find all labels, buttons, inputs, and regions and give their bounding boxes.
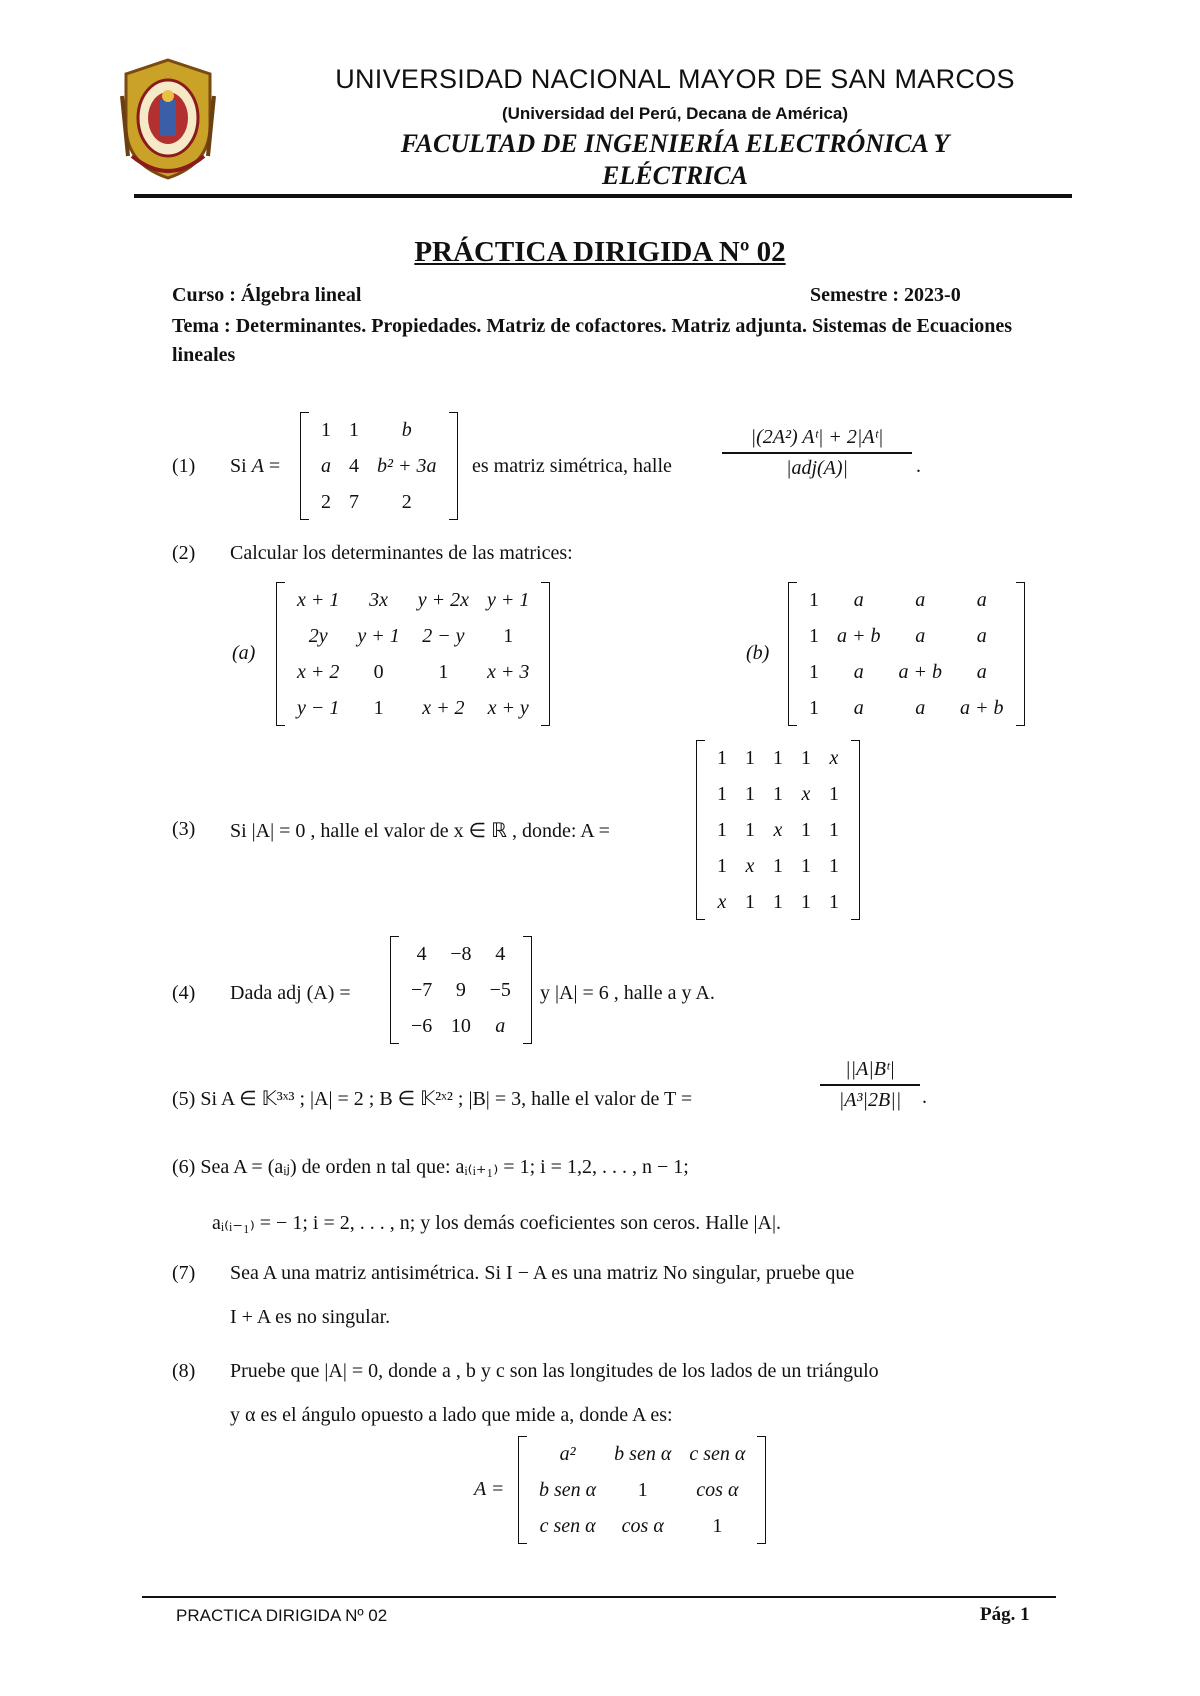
problem-8-matrix	[518, 1436, 766, 1544]
matrix-cell: −6	[411, 1014, 433, 1037]
matrix-cell: a	[976, 588, 987, 611]
university-name: UNIVERSIDAD NACIONAL MAYOR DE SAN MARCOS	[335, 64, 1015, 94]
matrix-row	[800, 654, 1013, 690]
matrix-cell: a	[853, 588, 864, 611]
matrix-cell: c sen α	[539, 1514, 596, 1537]
matrix-cell: x + 2	[422, 696, 465, 719]
matrix-cell: a	[853, 696, 864, 719]
matrix-row	[708, 884, 848, 920]
matrix-row	[288, 690, 538, 726]
problem-6-line-1: (6) Sea A = (aᵢⱼ) de orden n tal que: aᵢ₍ᵢ₊₁₎ = 1; i = 1,2, . . . , n − 1;	[172, 1156, 689, 1178]
problem-1-numerator: |(2A²) Aᵗ| + 2|Aᵗ|	[750, 426, 884, 448]
footer-title: PRACTICA DIRIGIDA Nº 02	[176, 1606, 388, 1625]
problem-5-period: .	[922, 1086, 927, 1108]
matrix-cell: −5	[489, 978, 511, 1001]
course-label: Curso : Álgebra lineal	[172, 284, 362, 306]
matrix-cell: −8	[450, 942, 472, 965]
matrix-cell: 1	[829, 818, 839, 841]
matrix-cell: b² + 3a	[377, 454, 437, 477]
matrix-cell: x + 2	[297, 660, 340, 683]
matrix-cell: b sen α	[539, 1478, 597, 1501]
matrix-cell: 2	[401, 490, 412, 513]
matrix-row	[288, 654, 538, 690]
matrix-row	[800, 582, 1013, 618]
problem-1-period: .	[916, 455, 921, 477]
matrix-cell: 1	[773, 782, 783, 805]
problem-4-matrix	[390, 936, 532, 1044]
matrix-cell: a	[495, 1014, 506, 1037]
matrix-cell: 1	[829, 782, 839, 805]
university-motto: (Universidad del Perú, Decana de América)	[501, 104, 849, 123]
matrix-row	[708, 740, 848, 776]
matrix-cell: 3x	[369, 588, 388, 611]
matrix-cell: a + b	[837, 624, 881, 647]
matrix-cell: 9	[455, 978, 466, 1001]
problem-2-number: (2)	[172, 542, 196, 564]
matrix-row	[402, 1008, 520, 1044]
faculty-name	[250, 128, 1100, 192]
problem-7-line-1: Sea A una matriz antisimétrica. Si I − A es una matriz No singular, pruebe que	[230, 1262, 855, 1284]
problem-4-suffix: y |A| = 6 , halle a y A.	[540, 982, 715, 1004]
matrix-cell: x + 3	[487, 660, 530, 683]
matrix-cell: 1	[745, 782, 755, 805]
matrix-cell: x + 1	[297, 588, 340, 611]
matrix-cell: y − 1	[297, 696, 340, 719]
faculty-line-2: ELÉCTRICA	[602, 161, 748, 190]
problem-8-number: (8)	[172, 1360, 196, 1382]
matrix-cell: 1	[503, 624, 514, 647]
problem-2-text: Calcular los determinantes de las matrices:	[230, 542, 573, 564]
matrix-row	[402, 936, 520, 972]
matrix-row	[708, 776, 848, 812]
matrix-cell: b	[401, 418, 412, 441]
matrix-cell: 1	[438, 660, 449, 683]
matrix-cell: 1	[773, 890, 783, 913]
matrix-cell: 1	[717, 782, 727, 805]
problem-3-number: (3)	[172, 818, 196, 840]
problem-7-number: (7)	[172, 1262, 196, 1284]
problem-2b-matrix	[788, 582, 1025, 726]
matrix-row	[530, 1436, 754, 1472]
matrix-cell: 4	[349, 454, 359, 477]
matrix-cell: a	[321, 454, 331, 477]
matrix-cell: 1	[809, 588, 819, 611]
page-number: Pág. 1	[980, 1604, 1030, 1625]
matrix-row	[800, 690, 1013, 726]
problem-5-numerator: ||A|Bᵗ|	[845, 1058, 895, 1080]
matrix-cell: 1	[801, 746, 811, 769]
matrix-cell: cos α	[696, 1478, 739, 1501]
footer-rule	[142, 1596, 1056, 1598]
problem-3-text: Si |A| = 0 , halle el valor de x ∈ ℝ , donde: A =	[230, 820, 610, 842]
problem-5-text: (5) Si A ∈ 𝕂³ˣ³ ; |A| = 2 ; B ∈ 𝕂²ˣ² ; |B| = 3, halle el valor de T =	[172, 1088, 693, 1110]
matrix-cell: 4	[416, 942, 427, 965]
matrix-cell: a + b	[960, 696, 1004, 719]
matrix-cell: x	[801, 782, 811, 805]
problem-7-line-2: I + A es no singular.	[230, 1306, 391, 1328]
problem-8-prefix: A =	[474, 1478, 505, 1500]
matrix-row	[800, 618, 1013, 654]
matrix-cell: a	[915, 588, 926, 611]
problem-2a-matrix	[276, 582, 550, 726]
problem-1-denominator: |adj(A)|	[785, 456, 849, 479]
matrix-row	[312, 484, 446, 520]
problem-1-text: es matriz simétrica, halle	[472, 455, 672, 477]
matrix-cell: 2 − y	[422, 624, 465, 647]
problem-1-number: (1)	[172, 455, 196, 477]
problem-8-line-1: Pruebe que |A| = 0, donde a , b y c son las longitudes de los lados de un triángulo	[230, 1360, 879, 1382]
matrix-cell: 4	[495, 942, 506, 965]
matrix-cell: a²	[559, 1442, 576, 1465]
matrix-cell: y + 2x	[417, 588, 469, 611]
fraction-bar	[820, 1084, 920, 1086]
matrix-cell: 1	[801, 890, 811, 913]
problem-3-matrix	[696, 740, 860, 920]
problem-1-fraction	[722, 426, 912, 480]
matrix-row	[708, 812, 848, 848]
matrix-cell: a	[915, 624, 926, 647]
matrix-row	[312, 448, 446, 484]
matrix-cell: a	[853, 660, 864, 683]
matrix-cell: x	[717, 890, 727, 913]
fraction-bar	[722, 452, 912, 454]
problem-1-prefix: Si A =	[230, 455, 281, 477]
matrix-cell: a	[976, 624, 987, 647]
matrix-cell: 1	[717, 818, 727, 841]
matrix-cell: 1	[712, 1514, 723, 1537]
faculty-line-1: FACULTAD DE INGENIERÍA ELECTRÓNICA Y	[400, 129, 950, 158]
matrix-cell: a	[976, 660, 987, 683]
matrix-cell: x + y	[487, 696, 529, 719]
matrix-cell: 2y	[308, 624, 328, 647]
matrix-row	[530, 1472, 754, 1508]
matrix-row	[530, 1508, 754, 1544]
semester-label: Semestre : 2023-0	[810, 284, 961, 306]
problem-4-number: (4)	[172, 982, 196, 1004]
matrix-cell: 1	[717, 854, 727, 877]
matrix-row	[288, 582, 538, 618]
problem-6-line-2: aᵢ₍ᵢ₋₁₎ = − 1; i = 2, . . . , n; y los demás coeficientes son ceros. Halle |A|.	[212, 1212, 781, 1234]
matrix-cell: 1	[321, 418, 331, 441]
matrix-cell: 1	[809, 624, 819, 647]
matrix-cell: c sen α	[689, 1442, 746, 1465]
matrix-cell: 1	[637, 1478, 648, 1501]
matrix-cell: 1	[829, 890, 839, 913]
matrix-row	[312, 412, 446, 448]
matrix-cell: cos α	[621, 1514, 664, 1537]
matrix-cell: 1	[801, 818, 811, 841]
matrix-cell: 1	[801, 854, 811, 877]
matrix-cell: 1	[829, 854, 839, 877]
matrix-cell: 1	[809, 696, 819, 719]
university-seal-logo	[118, 56, 218, 182]
matrix-cell: 1	[745, 746, 755, 769]
matrix-cell: 1	[773, 854, 783, 877]
matrix-cell: 1	[773, 746, 783, 769]
matrix-row	[402, 972, 520, 1008]
matrix-cell: −7	[411, 978, 433, 1001]
matrix-cell: 10	[450, 1014, 471, 1037]
matrix-row	[288, 618, 538, 654]
matrix-cell: y + 1	[357, 624, 400, 647]
matrix-cell: 2	[321, 490, 331, 513]
page-title: PRÁCTICA DIRIGIDA Nº 02	[414, 236, 786, 268]
matrix-cell: b sen α	[614, 1442, 672, 1465]
matrix-cell: x	[773, 818, 783, 841]
problem-2b-label: (b)	[746, 642, 770, 664]
problem-4-prefix: Dada adj (A) =	[230, 982, 351, 1004]
problem-1-matrix	[300, 412, 458, 520]
matrix-cell: 1	[717, 746, 727, 769]
matrix-cell: 1	[373, 696, 384, 719]
matrix-cell: 7	[349, 490, 359, 513]
matrix-cell: 1	[745, 818, 755, 841]
matrix-cell: y + 1	[487, 588, 530, 611]
matrix-cell: x	[829, 746, 839, 769]
matrix-cell: a	[915, 696, 926, 719]
matrix-row	[708, 848, 848, 884]
problem-5-fraction	[820, 1058, 920, 1112]
matrix-cell: a + b	[898, 660, 942, 683]
problem-5-denominator: |A³|2B||	[838, 1088, 902, 1111]
topic-label: Tema : Determinantes. Propiedades. Matriz de cofactores. Matriz adjunta. Sistemas de Ecuaciones lineales	[172, 315, 1013, 366]
header-rule	[134, 194, 1072, 198]
matrix-cell: 1	[809, 660, 819, 683]
problem-2a-label: (a)	[232, 642, 256, 664]
matrix-cell: x	[745, 854, 755, 877]
matrix-cell: 1	[745, 890, 755, 913]
matrix-cell: 1	[349, 418, 359, 441]
problem-8-line-2: y α es el ángulo opuesto a lado que mide a, donde A es:	[230, 1404, 673, 1426]
matrix-cell: 0	[373, 660, 384, 683]
